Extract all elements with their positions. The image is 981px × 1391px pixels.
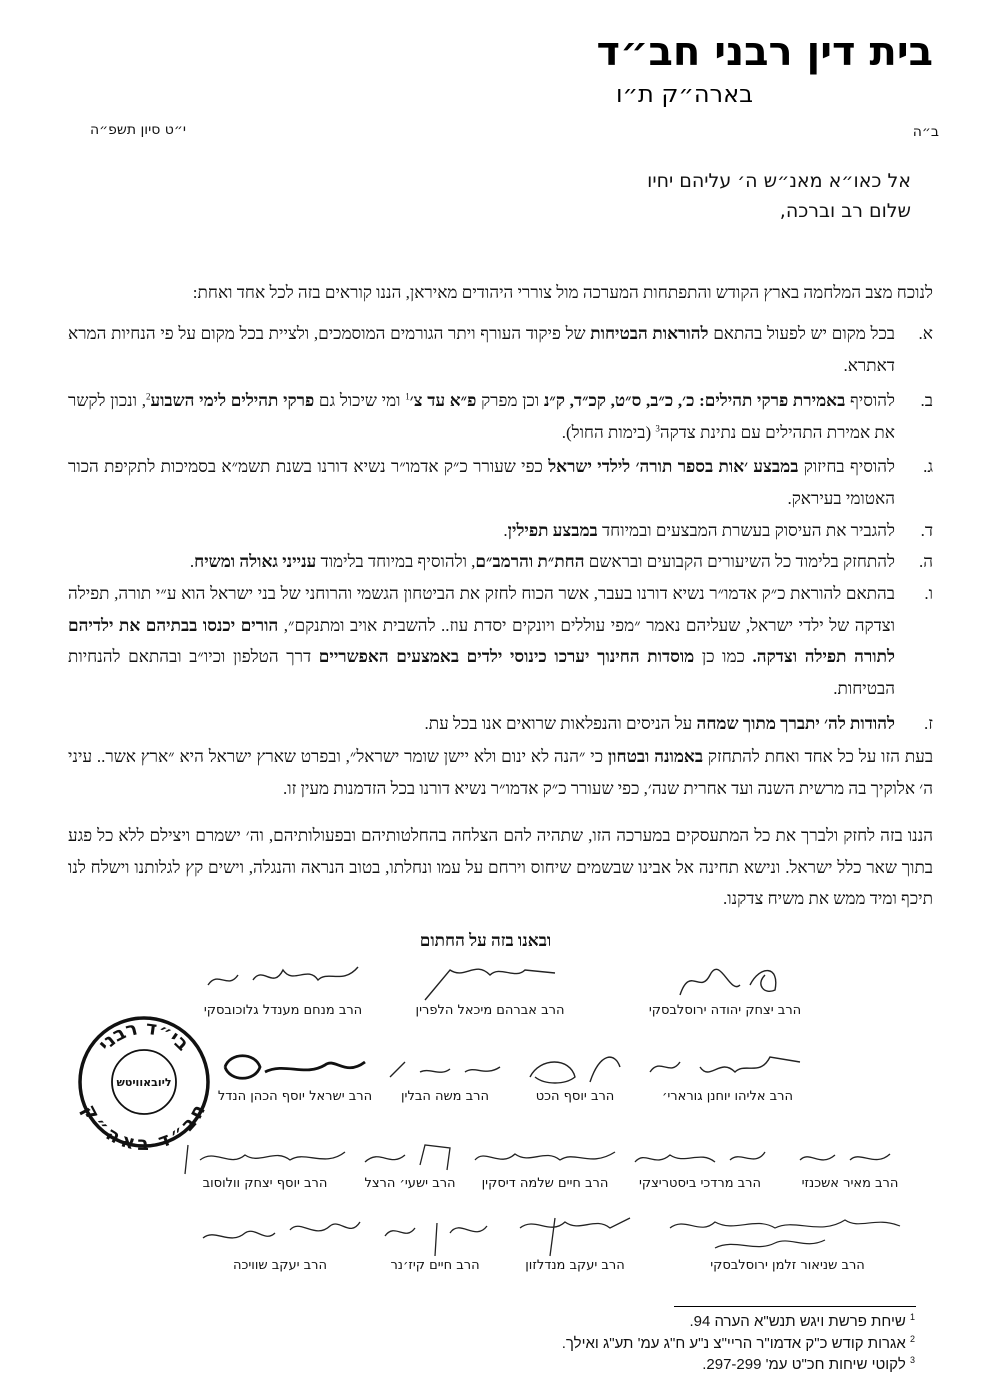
handwritten-signature-icon xyxy=(375,1208,495,1258)
svg-text:ליובאוויטש: ליובאוויטש xyxy=(116,1076,172,1089)
signature-block: הרב חיים קיז׳נר xyxy=(375,1208,495,1273)
signature-block: הרב מאיר אשכנזי xyxy=(790,1140,910,1191)
text-run: להוסיף xyxy=(845,391,895,410)
handwritten-signature-icon xyxy=(405,955,575,1003)
letterhead-title: בית דין רבני חב״ד xyxy=(596,29,933,75)
signature-block: הרב אליהו יוחנן גורארי׳ xyxy=(640,1047,815,1104)
text-run: , ולהוסיף במיוחד בלימוד xyxy=(316,552,476,571)
text-run: דרך הטלפון וכיו״ב ובהתאם להנחיות הבטיחות. xyxy=(68,647,895,698)
emphasis: החת״ת והרמב״ם xyxy=(475,552,585,571)
list-letter: ג. xyxy=(923,457,933,476)
footnote-1: $^1$ שיחת פרשת ויגש תנש"א הערה 94. xyxy=(689,1312,915,1330)
list-item-d xyxy=(68,515,933,547)
list-letter: ד. xyxy=(920,521,933,540)
footnote-ref: 3 xyxy=(655,422,660,433)
text-run: להתחזק בלימוד כל השיעורים הקבועים ובראשם xyxy=(584,552,895,571)
handwritten-signature-icon xyxy=(470,1140,620,1176)
bh-header: ב״ה xyxy=(912,124,939,140)
footnote-divider xyxy=(674,1306,916,1307)
text-run: , ונכון לקשר את אמירת התהילים עם נתינת צדקה xyxy=(68,391,895,442)
signature-block: הרב מרדכי ביסטריצקי xyxy=(625,1140,775,1191)
signature-block: הרב שניאור זלמן ירוסלבסקי xyxy=(655,1208,920,1273)
svg-text:חב״ד באה״ק: חב״ד באה״ק xyxy=(78,1100,211,1152)
handwritten-signature-icon xyxy=(655,1208,920,1258)
list-letter: ז. xyxy=(924,714,933,733)
stamp-seal-icon xyxy=(74,1012,214,1152)
signature-block: הרב יוסף הכט xyxy=(520,1047,630,1104)
signature-block: הרב מנחם מענדל גלוכובסקי xyxy=(198,955,368,1018)
text-run: כי ״הנה לא ינום ולא יישן שומר ישראל״, ובפרט שארץ ישראל היא ״ארץ אשר.. עיני ה׳ אלוקיך בה מרשית השנה ועד אחרית שנה׳, כפי שעורר כ״ק אדמו״ר נשיא דורנו בכל הזדמנות מעין זו. xyxy=(68,747,933,798)
list-item-h xyxy=(68,546,933,578)
handwritten-signature-icon xyxy=(625,1140,775,1176)
text-run: להוסיף בחיזוק xyxy=(798,457,895,476)
list-letter: א. xyxy=(918,324,933,343)
footnote-ref: 1 xyxy=(405,391,410,402)
text-run: כפי שעורר כ״ק אדמו״ר נשיא דורנו בשנת תשמ״א בסמיכות לתקיפת הכור האטומי בעיראק. xyxy=(68,457,895,508)
text-run: להגביר את העיסוק בעשרת המבצעים ובמיוחד xyxy=(597,521,895,540)
handwritten-signature-icon xyxy=(215,1047,375,1089)
list-item-a xyxy=(68,318,933,381)
handwritten-signature-icon xyxy=(510,1208,640,1258)
text-run: . xyxy=(189,552,195,571)
handwritten-signature-icon xyxy=(380,1047,510,1089)
signature-block: הרב אברהם מיכאל הלפרין xyxy=(405,955,575,1018)
svg-text:בי״ד רבני: בי״ד רבני xyxy=(93,1016,194,1056)
text-run: על הניסים והנפלאות שרואים אנו בכל עת. xyxy=(424,714,697,733)
footnote-3: $^3$ לקוטי שיחות חכ"ט עמ' 297-299. xyxy=(702,1355,915,1373)
list-item-g xyxy=(68,451,933,514)
handwritten-signature-icon xyxy=(790,1140,910,1176)
handwritten-signature-icon xyxy=(198,955,368,1003)
list-letter: ו. xyxy=(924,584,933,603)
emphasis: פ״א עד צ׳ xyxy=(409,391,477,410)
letterhead-subtitle: בארה״ק ת״ו xyxy=(615,80,753,108)
intro-paragraph: לנוכח מצב המלחמה בארץ הקודש והתפתחות המערכה מול צוררי היהודים מאיראן, הננו קוראים בזה לכל אחד ואחת: xyxy=(192,283,933,302)
emphasis: להודות לה׳ יתברך מתוך שמחה xyxy=(696,714,895,733)
emphasis: באמירת פרקי תהילים: כ׳, כ״ב, ס״ט, קכ״ד, ק״נ xyxy=(543,391,846,410)
text-run: (בימות החול). xyxy=(561,422,656,442)
signature-block: הרב יצחק יהודה ירוסלבסקי xyxy=(640,955,810,1018)
text-run: בכל מקום יש לפעול בהתאם xyxy=(708,324,895,343)
rabbinical-court-stamp xyxy=(74,1012,214,1152)
emphasis: להוראות הבטיחות xyxy=(590,324,709,343)
handwritten-signature-icon xyxy=(640,955,810,1003)
text-run: . xyxy=(503,521,508,540)
emphasis: באמונה ובטחון xyxy=(607,747,704,766)
list-letter: ה. xyxy=(918,552,933,571)
list-item-v xyxy=(68,578,933,704)
text-run: כמו כן xyxy=(694,647,753,666)
emphasis: ענייני גאולה ומשיח xyxy=(194,552,317,571)
emphasis: מוסדות החינוך יערכו כינוסי ילדים באמצעים האפשריים xyxy=(318,647,695,666)
letter-date: י״ט סיון תשפ״ה xyxy=(90,122,187,138)
text-run: בעת הזו על כל אחד ואחת להתחזק xyxy=(703,747,934,766)
signature-block: הרב יעקב מנדלזון xyxy=(510,1208,640,1273)
signature-block: הרב חיים שלמה דיסקין xyxy=(470,1140,620,1191)
signature-block: הרב משה הבלין xyxy=(380,1047,510,1104)
greeting-salutation: שלום רב וברכה, xyxy=(779,200,911,222)
signature-block: הרב ישעי׳ הרצל xyxy=(355,1140,465,1191)
signature-block: הרב יוסף יצחק וולוסוב xyxy=(180,1140,350,1191)
handwritten-signature-icon xyxy=(355,1140,465,1176)
signature-block: הרב יעקב שוויכה xyxy=(195,1208,365,1273)
handwritten-signature-icon xyxy=(640,1047,815,1089)
emphasis: במבצע ׳אות בספר תורה׳ לילדי ישראל xyxy=(548,457,799,476)
greeting-addressee: אל כאו״א מאנ״ש ה׳ עליהם יחיו xyxy=(647,170,911,192)
emphasis: פרקי תהילים לימי השבוע xyxy=(150,391,315,410)
footnote-ref: 2 xyxy=(145,391,151,402)
list-item-z xyxy=(68,708,933,740)
emphasis: הורים יכנסו בבתיהם את ילדיהם לתורה תפילה וצדקה. xyxy=(68,615,895,666)
text-run: ומי שיכול גם xyxy=(314,391,406,410)
faith-paragraph xyxy=(68,741,933,804)
signatures-heading: ובאנו בזה על החתום xyxy=(419,931,552,950)
handwritten-signature-icon xyxy=(195,1208,365,1258)
text-run: בהתאם להוראת כ״ק אדמו״ר נשיא דורנו בעבר, אשר הכוח לחזק את הביטחון הגשמי והרוחני של בני ישראל הוא ע״י תורה, תפילה וצדקה של ילדי ישראל, שעליהם נאמר ״מפי עוללים ויונקים יסדת עוז.. להשבית אויב ומתנקם״, xyxy=(68,584,895,635)
list-item-b xyxy=(68,385,933,448)
handwritten-signature-icon xyxy=(520,1047,630,1089)
text-run: של פיקוד העורף ויתר הגורמים המוסמכים, ולציית בכל מקום על פי הנחיות המרא דאתרא. xyxy=(68,324,895,375)
text-run: וכן מפרק xyxy=(476,391,544,410)
closing-paragraph: הננו בזה לחזק ולברך את כל המתעסקים במערכה הזו, שתהיה להם הצלחה בהחלטותיהם ובפעולותיהם, וה׳ ישמרם ויצילם ללא כל פגע בתוך שאר כלל ישראל. ונישא תחינה אל אבינו שבשמים שיחוס וירחם על עמו ונחלתו, בטוב הנראה והנגלה, וישים קץ לגלותנו וישלח לנו תיכף ומיד ממש את משיח צדקנו. xyxy=(68,826,933,908)
emphasis: במבצע תפילין xyxy=(507,521,598,540)
footnote-2: $^2$ אגרות קודש כ"ק אדמו"ר הריי"צ נ"ע ח"ג עמ' תע"ג ואילך. xyxy=(561,1334,915,1352)
signature-block: הרב ישראל יוסף הכהן הנדל xyxy=(215,1047,375,1104)
list-letter: ב. xyxy=(920,391,933,410)
handwritten-signature-icon xyxy=(180,1140,350,1176)
